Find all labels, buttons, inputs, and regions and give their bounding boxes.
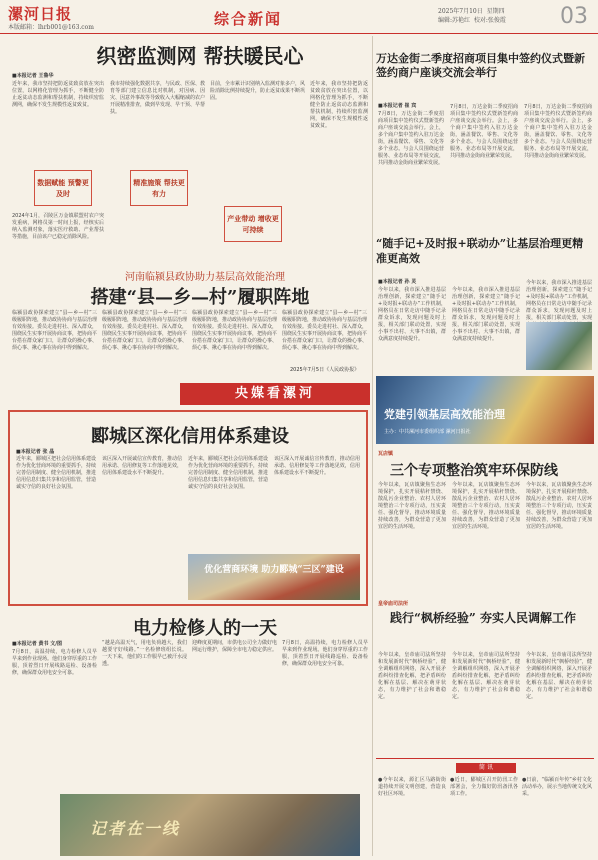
issue-meta — [438, 7, 506, 25]
credit-badge-text: 优化营商环境 助力郾城“三区”建设 — [204, 565, 344, 575]
newspaper-logo: 漯河日报 — [8, 5, 73, 23]
wanda-body-col3: 7月8日，万达金街二季度招商项目集中签约仪式暨新签约商户座谈交流会举行。会上，多个商户集中签约入驻万达金街，涵盖餐饮、零售、文化等多个业态。与会人员围绕运营服务、业态布局等开展交流，共同推动金街商业繁荣发展。 — [524, 104, 592, 159]
main-body-col1b: 2024年1月，召陵区万金镇联盟村农户突发重病，网格员第一时间上报，经核实后纳入监测对象，落实医疗救助、产业帮扶等措施，目前该户已稳定消除风险。 — [12, 213, 104, 240]
wanda-byline: ■本报记者 崔 宾 — [378, 103, 417, 109]
governance-photo — [526, 322, 592, 370]
mid-body-col4: 临颍县政协探索建立“县—乡—村”三级履职阵地，推动政协协商与基层治理有效衔接。委员走进村社、深入群众，围绕民生实事开展协商议事，把协商平台搭在群众家门口，让群众的操心事、烦心事、揪心事在协商中得到解决。 — [282, 310, 368, 351]
column-divider — [372, 36, 373, 856]
power-body-col3: 迎峰度夏期间，市供电公司全力做好电网运行维护，保障全市电力稳定供应。 — [192, 640, 278, 653]
issue-weekday: 星期四 — [486, 8, 505, 15]
env-body-col3: 今年以来，瓦店镇聚焦生态环境保护，扎实开展秸秆禁烧、散乱污企业整治、农村人居环境整治三个专项行动，压实责任、强化督导，推动环境质量持续改善，为群众营造了更加宜居的生活环境。 — [526, 482, 592, 530]
briefs-box — [376, 758, 594, 856]
mid-headline: 搭建“县—乡—村”履职阵地 — [90, 287, 310, 308]
grid-governance-col3: 今年以来，我市深入推进基层治理创新，探索建立“随手记+及时报+联动办”工作机制，网格员在日常走访中随手记录群众诉求，发现问题及时上报，相关部门联动处置，实现 — [526, 280, 592, 321]
grid-governance-byline: ■本报记者 孙 灵 — [378, 279, 417, 285]
power-body-col2: “越是高温天气，用电负荷越大，我们越要守好线路。”一名检修班组长说。一天下来，他们的工作服早已被汗水浸透。 — [102, 640, 188, 667]
mediation-headline: 践行“枫桥经验” 夯实人民调解工作 — [390, 611, 576, 625]
mid-body-col2: 临颍县政协探索建立“县—乡—村”三级履职阵地，推动政协协商与基层治理有效衔接。委员走进村社、深入群众，围绕民生实事开展协商议事，把协商平台搭在群众家门口，让群众的操心事、烦心事、揪心事在协商中得到解决。 — [102, 310, 188, 351]
credit-body-col4: 该区深入开展诚信宣传教育，推动信用承诺、信用修复等工作落地见效，信用体系建设水平不断提升。 — [274, 456, 360, 476]
issue-date: 2025年7月10日 — [438, 8, 483, 15]
wanda-body-col2: 7月8日，万达金街二季度招商项目集中签约仪式暨新签约商户座谈交流会举行。会上，多个商户集中签约入驻万达金街，涵盖餐饮、零售、文化等多个业态。与会人员围绕运营服务、业态布局等开展交流，共同推动金街商业繁荣发展。 — [450, 104, 518, 159]
subhead-box-precision: 精准施策 帮扶更有力 — [130, 170, 188, 206]
mediation-body-col2: 今年以来，皇帝庙司法所坚持和发展新时代“枫桥经验”，健全调解组织网络，深入开展矛盾纠纷排查化解，把矛盾纠纷化解在基层、解决在萌芽状态，有力维护了社会和谐稳定。 — [452, 652, 520, 700]
power-headline: 电力检修人的一天 — [133, 618, 277, 639]
credit-story-box — [8, 410, 368, 606]
main-body-col4: 近年来，我市坚持把防返贫致贫放在突出位置，以网格化管理为抓手，不断健全防止返贫动态监测和帮扶机制，持续织密监测网，确保不发生规模性返贫致贫。 — [310, 81, 368, 129]
subhead-box-data: 数据赋能 预警更及时 — [34, 170, 92, 206]
grid-governance-headline: “随手记+及时报+联动办”让基层治理更精准更高效 — [376, 237, 584, 265]
ad-headline: 党建引领基层高效能治理 — [384, 408, 505, 421]
party-building-ad — [376, 376, 594, 444]
main-headline: 织密监测网 帮扶暖民心 — [96, 44, 304, 68]
mid-body-col1: 临颍县政协探索建立“县—乡—村”三级履职阵地，推动政协协商与基层治理有效衔接。委员走进村社、深入群众，围绕民生实事开展协商议事，把协商平台搭在群众家门口，让群众的操心事、烦心事、揪心事在协商中得到解决。 — [12, 310, 98, 351]
brief-item-3: ●日前，“临颍百年传”乡村文化活动举办，展示当地传统文化风采。 — [522, 777, 593, 797]
grid-governance-col2: 今年以来，我市深入推进基层治理创新，探索建立“随手记+及时报+联动办”工作机制，网格员在日常走访中随手记录群众诉求，发现问题及时上报，相关部门联动处置，实现小事不出村、大事不出镇，群众满意度持续提升。 — [452, 287, 520, 342]
power-body-col4: 7月8日，高温持续，电力检修人员早早来到作业现场。他们身穿厚重的工作服，顶着烈日开展线路巡检、设备检修，确保群众用电安全可靠。 — [282, 640, 368, 667]
main-body-col3: 目前，全市累计识别纳入监测对象多户，风险消除比例持续提升，防止返贫成果不断巩固。 — [210, 81, 306, 101]
wanda-headline: 万达金街二季度招商项目集中签约仪式暨新签约商户座谈交流会举行 — [376, 52, 585, 79]
mediation-body-col1: 今年以来，皇帝庙司法所坚持和发展新时代“枫桥经验”，健全调解组织网络，深入开展矛盾纠纷排查化解，把矛盾纠纷化解在基层、解决在萌芽状态，有力维护了社会和谐稳定。 — [378, 652, 446, 700]
mediation-body-col3: 今年以来，皇帝庙司法所坚持和发展新时代“枫桥经验”，健全调解组织网络，深入开展矛盾纠纷排查化解，把矛盾纠纷化解在基层、解决在萌芽状态，有力维护了社会和谐稳定。 — [526, 652, 592, 700]
credit-badge — [188, 554, 360, 600]
page-number: 03 — [560, 4, 588, 29]
power-byline: ■本报记者 黄书 文/图 — [12, 641, 63, 647]
brief-item-2: ●近日，郾城区召开防汛工作部署会，全力做好防汛备汛各项工作。 — [450, 777, 518, 797]
power-photo — [60, 794, 360, 856]
mid-subheadline: 河南临颍县政协助力基层高效能治理 — [125, 272, 285, 283]
masthead — [0, 0, 598, 34]
proof-credit: 校对:张俊霞 — [473, 17, 506, 24]
contact-email: 本版邮箱：lhrb001@163.com — [8, 24, 94, 31]
section-title: 综合新闻 — [214, 10, 283, 28]
main-body-col1: 近年来，我市坚持把防返贫致贫放在突出位置，以网格化管理为抓手，不断健全防止返贫动态监测和帮扶机制，持续织密监测网，确保不发生规模性返贫致贫。 — [12, 81, 104, 108]
wanda-body-col1: 7月8日，万达金街二季度招商项目集中签约仪式暨新签约商户座谈交流会举行。会上，多个商户集中签约入驻万达金街，涵盖餐饮、零售、文化等多个业态。与会人员围绕运营服务、业态布局等开展交流，共同推动金街商业繁荣发展。 — [378, 111, 444, 166]
subhead-box-industry: 产业带动 增收更可持续 — [224, 206, 282, 242]
mid-body-col3: 临颍县政协探索建立“县—乡—村”三级履职阵地，推动政协协商与基层治理有效衔接。委员走进村社、深入群众，围绕民生实事开展协商议事，把协商平台搭在群众家门口，让群众的操心事、烦心事、揪心事在协商中得到解决。 — [192, 310, 278, 351]
env-body-col2: 今年以来，瓦店镇聚焦生态环境保护，扎实开展秸秆禁烧、散乱污企业整治、农村人居环境整治三个专项行动，压实责任、强化督导，推动环境质量持续改善，为群众营造了更加宜居的生活环境。 — [452, 482, 520, 530]
credit-headline: 郾城区深化信用体系建设 — [91, 426, 289, 447]
env-body-col1: 今年以来，瓦店镇聚焦生态环境保护，扎实开展秸秆禁烧、散乱污企业整治、农村人居环境整治三个专项行动，压实责任、强化督导，推动环境质量持续改善，为群众营造了更加宜居的生活环境。 — [378, 482, 446, 530]
credit-body-col2: 该区深入开展诚信宣传教育，推动信用承诺、信用修复等工作落地见效，信用体系建设水平不断提升。 — [102, 456, 183, 476]
credit-byline: ■本报记者 张 晶 — [16, 449, 55, 455]
credit-body-col1: 近年来，郾城区把社会信用体系建设作为优化营商环境的重要抓手，持续完善信用制度、健全信用机制，推进信用信息归集共享和信用监管，营造诚实守信的良好社会氛围。 — [16, 456, 97, 490]
mid-source: 2025年7月5日《人民政协报》 — [290, 367, 360, 373]
ad-sponsor: 主办：中共漯河市委组织部 漯河日报社 — [384, 429, 471, 435]
env-headline: 三个专项整治筑牢环保防线 — [390, 463, 558, 479]
main-byline: ■本报记者 王鲁华 — [12, 73, 54, 79]
brief-item-1: ●今年以来，源汇区马路街街道持续开展文明创建，营造良好社区环境。 — [378, 777, 446, 797]
main-body-col2: 我市持续强化数据共享，与民政、医保、教育等部门建立信息比对机制，对因病、因灾、因意外事故等导致收入大幅缩减的农户开展精准排查，做到早发现、早干预、早帮扶。 — [110, 81, 206, 115]
power-body-col1: 7月8日，高温持续，电力检修人员早早来到作业现场。他们身穿厚重的工作服，顶着烈日开展线路巡检、设备检修，确保群众用电安全可靠。 — [12, 649, 98, 676]
mediation-label: 皇帝庙司法所 — [378, 601, 409, 607]
central-media-banner: 央媒看漯河 — [180, 383, 370, 405]
photo-caption-stamp: 记者在一线 — [90, 819, 181, 838]
env-label: 瓦店镇 — [378, 451, 394, 457]
editor-credit: 编辑:苏艳红 — [438, 17, 471, 24]
credit-body-col3: 近年来，郾城区把社会信用体系建设作为优化营商环境的重要抓手，持续完善信用制度、健全信用机制，推进信用信息归集共享和信用监管，营造诚实守信的良好社会氛围。 — [188, 456, 269, 490]
briefs-title: 简 讯 — [456, 763, 516, 773]
grid-governance-col1: 今年以来，我市深入推进基层治理创新，探索建立“随手记+及时报+联动办”工作机制，网格员在日常走访中随手记录群众诉求，发现问题及时上报，相关部门联动处置，实现小事不出村、大事不出镇，群众满意度持续提升。 — [378, 287, 446, 342]
